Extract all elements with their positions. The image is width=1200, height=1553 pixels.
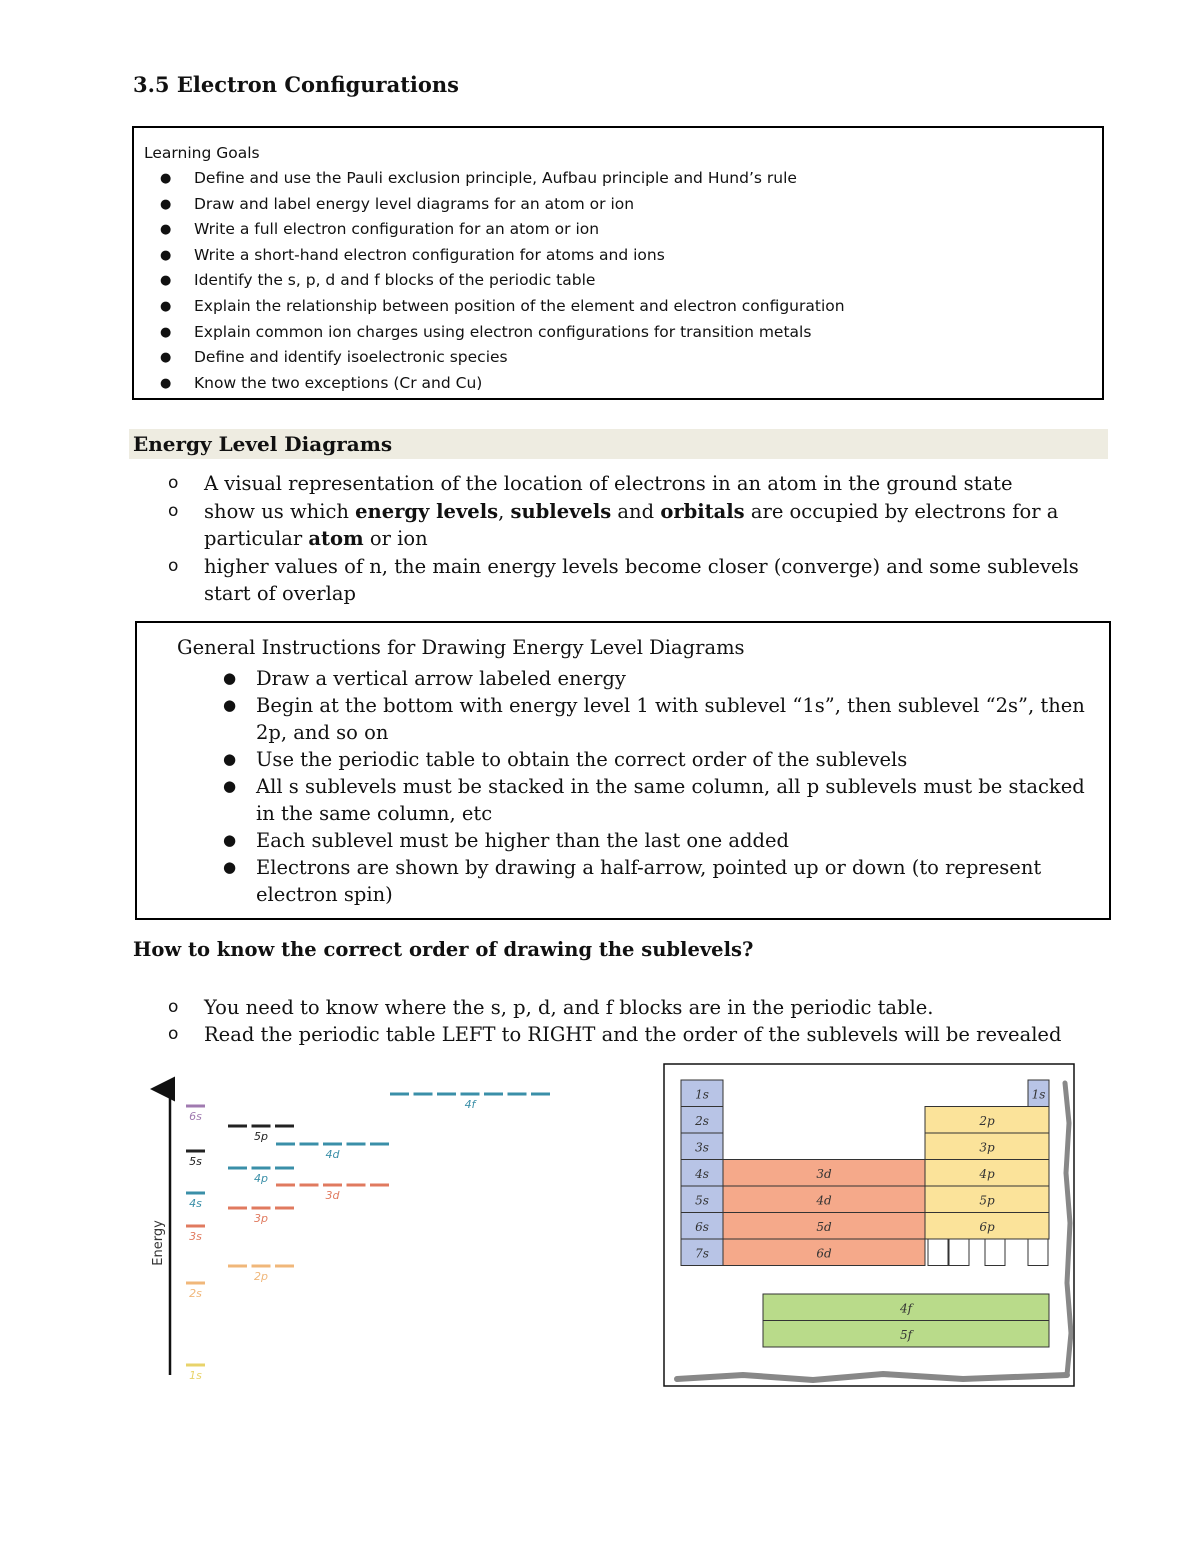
s-block-he-label: 1s (1031, 1087, 1046, 1102)
energy-level-points (130, 470, 1110, 608)
s-block-7s (681, 1239, 723, 1266)
list-item: ● Each sublevel must be higher than the last one added (223, 829, 790, 852)
bullet-icon: ● (160, 273, 172, 289)
list-item: ● Define and identify isoelectronic species (134, 345, 845, 371)
p-block-3p-label: 3p (979, 1140, 995, 1155)
bullet-icon: ● (223, 750, 237, 768)
learning-goals-box (132, 126, 1104, 400)
energy-level-diagram (140, 1075, 570, 1395)
energy-level-4p (228, 1168, 294, 1185)
list-item: ● Begin at the bottom with energy level 1 with sublevel “1s”, then sublevel “2s”, then 2p, and so on (223, 694, 1085, 744)
energy-level-5p (228, 1126, 294, 1143)
energy-level-diagram-svg (140, 1075, 570, 1395)
energy-level-3d (276, 1185, 389, 1202)
energy-levels (186, 1094, 550, 1382)
d-block-4d (723, 1186, 925, 1213)
s-block-5s-label: 5s (695, 1193, 709, 1208)
s-block-3s-label: 3s (695, 1140, 709, 1155)
empty-cell (1028, 1239, 1048, 1266)
list-item: o show us which energy levels, sublevels and orbitals are occupied by electrons for a particular atom or ion (168, 500, 1059, 550)
circle-bullet-icon: o (168, 473, 179, 493)
d-block-6d (723, 1239, 925, 1266)
s-block-3s (681, 1133, 723, 1160)
s-block-5s (681, 1186, 723, 1213)
learning-goals-title: Learning Goals (144, 144, 260, 162)
energy-level-label: 5p (254, 1130, 268, 1143)
circle-bullet-icon: o (168, 556, 179, 576)
p-block-2p-label: 2p (979, 1113, 995, 1128)
d-block-3d (723, 1160, 925, 1187)
list-item: ● Explain common ion charges using electron configurations for transition metals (134, 320, 845, 346)
instructions-box (135, 621, 1111, 920)
bullet-icon: ● (160, 350, 172, 366)
energy-level-label: 5s (189, 1155, 202, 1168)
f-block-5f-label: 5f (899, 1327, 913, 1342)
s-block-4s-label: 4s (695, 1166, 709, 1181)
energy-level-3p (228, 1208, 294, 1225)
list-item: o A visual representation of the location of electrons in an atom in the ground state (168, 472, 1013, 495)
energy-level-label: 2s (189, 1287, 202, 1300)
energy-level-label: 4s (189, 1197, 202, 1210)
bullet-icon: ● (160, 247, 172, 263)
list-item: ● Know the two exceptions (Cr and Cu) (134, 371, 845, 397)
list-item: ● Explain the relationship between position of the element and electron configuration (134, 294, 845, 320)
p-block-5p (925, 1186, 1049, 1213)
energy-level-label: 2p (254, 1270, 268, 1283)
energy-level-4f (390, 1094, 550, 1111)
learning-goals-list (134, 166, 845, 396)
energy-level-1s (186, 1365, 205, 1382)
bullet-icon: ● (160, 222, 172, 238)
circle-bullet-icon: o (168, 501, 179, 521)
energy-axis-label: Energy (151, 1220, 166, 1266)
list-item: o Read the periodic table LEFT to RIGHT and the order of the sublevels will be revealed (168, 1023, 1062, 1046)
s-block-7s-label: 7s (695, 1246, 709, 1261)
list-item: o You need to know where the s, p, d, and f blocks are in the periodic table. (168, 996, 934, 1019)
energy-level-4s (186, 1193, 205, 1210)
order-points (130, 994, 1110, 1048)
s-block-1s-label: 1s (695, 1087, 709, 1102)
d-block-6d-label: 6d (816, 1246, 832, 1261)
list-item: ● Write a full electron configuration for an atom or ion (134, 217, 845, 243)
energy-level-2p (228, 1266, 294, 1283)
bullet-icon: ● (223, 696, 237, 714)
energy-level-label: 3d (325, 1189, 340, 1202)
p-block-2p (925, 1107, 1049, 1134)
list-item: ● Write a short-hand electron configuration for atoms and ions (134, 243, 845, 269)
s-block-he (1028, 1080, 1049, 1107)
energy-level-4d (276, 1144, 389, 1161)
bullet-icon: ● (223, 777, 237, 795)
bullet-icon: ● (223, 858, 237, 876)
circle-bullet-icon: o (168, 1024, 179, 1044)
list-item: ● All s sublevels must be stacked in the same column, all p sublevels must be stacked in the same column, etc (223, 775, 1085, 825)
p-block-5p-label: 5p (979, 1193, 995, 1208)
order-question-heading: How to know the correct order of drawing the sublevels? (133, 938, 754, 961)
bullet-icon: ● (223, 831, 237, 849)
s-block-6s-label: 6s (695, 1219, 709, 1234)
energy-level-label: 3s (189, 1230, 202, 1243)
p-block-4p (925, 1160, 1049, 1187)
d-block-5d-label: 5d (816, 1219, 832, 1234)
energy-level-label: 6s (189, 1110, 202, 1123)
s-block-1s (681, 1080, 723, 1107)
p-block-3p (925, 1133, 1049, 1160)
f-block-5f (763, 1321, 1049, 1348)
bullet-icon: ● (223, 669, 237, 687)
bullet-icon: ● (160, 196, 172, 212)
periodic-table-blocks (663, 1063, 1075, 1388)
empty-cell (928, 1239, 948, 1266)
s-block-2s (681, 1107, 723, 1134)
bullet-icon: ● (160, 375, 172, 391)
energy-level-label: 4p (254, 1172, 268, 1185)
bullet-icon: ● (160, 171, 172, 186)
list-item: ● Draw and label energy level diagrams for an atom or ion (134, 192, 845, 218)
s-block-4s (681, 1160, 723, 1187)
energy-level-label: 4d (325, 1148, 340, 1161)
s-block-6s (681, 1213, 723, 1240)
d-block-5d (723, 1213, 925, 1240)
list-item: o higher values of n, the main energy levels become closer (converge) and some sublevels start of overlap (168, 555, 1079, 605)
energy-level-3s (186, 1226, 205, 1243)
f-block-4f-label: 4f (899, 1301, 913, 1316)
list-item: ● Use the periodic table to obtain the correct order of the sublevels (223, 748, 908, 771)
bullet-icon: ● (160, 298, 172, 314)
energy-level-label: 1s (189, 1369, 202, 1382)
d-block-4d-label: 4d (816, 1193, 832, 1208)
p-block-4p-label: 4p (979, 1166, 995, 1181)
empty-cell (949, 1239, 969, 1266)
instructions-title: General Instructions for Drawing Energy Level Diagrams (177, 636, 745, 659)
empty-cell (985, 1239, 1005, 1266)
p-block-6p-label: 6p (979, 1219, 995, 1234)
energy-level-5s (186, 1151, 205, 1168)
f-block-4f (763, 1294, 1049, 1321)
energy-level-label: 3p (254, 1212, 268, 1225)
periodic-table-svg (663, 1063, 1075, 1388)
bullet-icon: ● (160, 324, 172, 340)
d-block-3d-label: 3d (816, 1166, 832, 1181)
list-item: ● Identify the s, p, d and f blocks of the periodic table (134, 268, 845, 294)
energy-level-label: 4f (464, 1098, 476, 1111)
list-item: ● Electrons are shown by drawing a half-arrow, pointed up or down (to represent electron spin) (223, 856, 1042, 906)
section-heading-energy-level-diagrams: Energy Level Diagrams (129, 429, 1108, 459)
list-item: ● Define and use the Pauli exclusion principle, Aufbau principle and Hund’s rule (134, 166, 845, 192)
energy-level-6s (186, 1106, 205, 1123)
instructions-list (137, 665, 1097, 908)
page-title: 3.5 Electron Configurations (133, 72, 459, 97)
p-block-6p (925, 1213, 1049, 1240)
s-block-2s-label: 2s (695, 1113, 709, 1128)
list-item: ● Draw a vertical arrow labeled energy (223, 667, 626, 690)
energy-level-2s (186, 1283, 205, 1300)
circle-bullet-icon: o (168, 997, 179, 1017)
